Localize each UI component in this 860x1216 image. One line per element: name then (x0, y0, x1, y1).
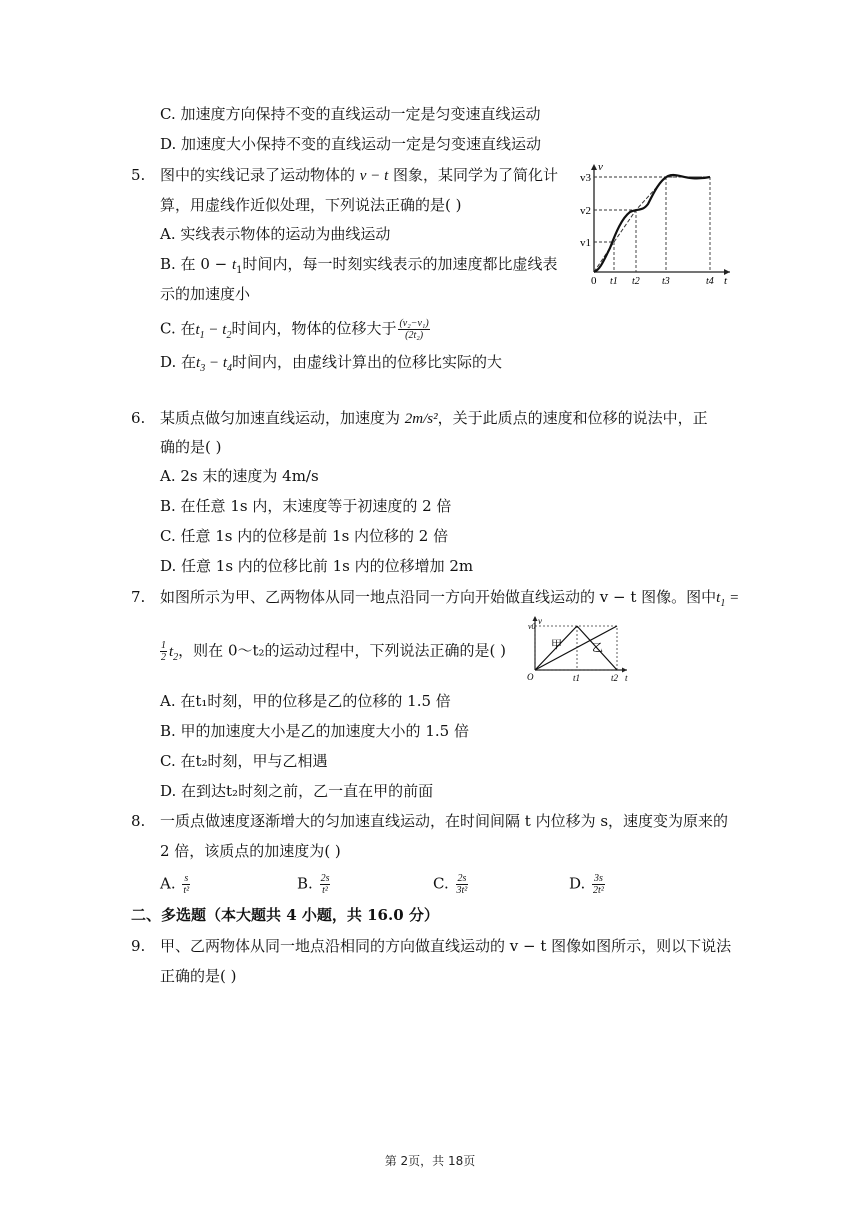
q5-graph-v3-label: v3 (580, 172, 591, 184)
q6-stem-line1: 某质点做匀加速直线运动，加速度为 2m/s²，关于此质点的速度和位移的说法中，正 (160, 409, 708, 427)
q5-option-b-cont: 示的加速度小 (160, 285, 251, 303)
q5-graph-v1-label: v1 (580, 237, 591, 249)
q5-stem-line1: 图中的实线记录了运动物体的 v − t 图象，某同学为了简化计 (160, 166, 559, 184)
q7-option-a: A. 在t₁时刻，甲的位移是乙的位移的 1.5 倍 (160, 692, 451, 710)
q6-stem-line2: 确的是( ) (160, 438, 222, 456)
q5-graph-solid-curve (594, 175, 710, 272)
q8-stem-line2: 2 倍，该质点的加速度为( ) (160, 842, 341, 860)
q4-option-d: D. 加速度大小保持不变的直线运动一定是匀变速直线运动 (160, 135, 542, 153)
q7-graph-line-jia (535, 626, 617, 670)
q5-graph-origin: 0 (591, 275, 597, 287)
q5-graph-v2-label: v2 (580, 205, 591, 217)
q4-option-c: C. 加速度方向保持不变的直线运动一定是匀变速直线运动 (160, 105, 541, 123)
q7-graph-yi-label: 乙 (592, 642, 603, 654)
q7-graph-origin: O (527, 672, 534, 682)
q7-graph-t-label: t (625, 673, 628, 683)
q5-graph-t2-label: t2 (632, 276, 640, 287)
q6-option-c: C. 任意 1s 内的位移是前 1s 内位移的 2 倍 (160, 527, 449, 545)
q5-stem-line2: 算，用虚线作近似处理，下列说法正确的是( ) (160, 196, 462, 214)
q7-option-c: C. 在t₂时刻，甲与乙相遇 (160, 752, 328, 770)
q6-number: 6. (131, 409, 146, 427)
q5-option-c-fraction: $\frac{\text{(v₂−v₁)}}{\text{(2t₂)}}$ (399, 318, 429, 341)
q5-option-b: B. 在 $0 - t_1$时间内，每一时刻实线表示的加速度都比虚线表 (160, 255, 558, 276)
q9-stem-line1: 甲、乙两物体从同一地点沿相同的方向做直线运动的 v − t 图像如图所示，则以下说法 (160, 937, 732, 955)
page-footer: 第 2页，共 18页 (384, 1154, 476, 1168)
q6-option-b: B. 在任意 1s 内，末速度等于初速度的 2 倍 (160, 497, 452, 515)
q5-graph-t-label: t (724, 275, 728, 287)
q6-option-a: A. 2s 末的速度为 4m/s (160, 467, 319, 485)
q8-number: 8. (131, 812, 146, 830)
q5-option-c: C. 在$t_1 - t_2$时间内，物体的位移大于 $\frac{\text{(v₂−v₁)}}{\text{(2t₂)}}$ (160, 318, 429, 341)
q8-stem-line1: 一质点做速度逐渐增大的匀加速直线运动，在时间间隔 t 内位移为 s，速度变为原来的 (160, 812, 729, 830)
q8-option-c: C. $\frac{2s}{\text{3t²}}$ (433, 873, 468, 896)
q7-graph-t2-label: t2 (611, 673, 619, 683)
q5-graph-v-label: v (598, 161, 603, 173)
section-2-title: 二、多选题（本大题共 4 小题，共 16.0 分） (131, 906, 439, 924)
q7-graph-t1-label: t1 (573, 673, 581, 683)
q5-graph-guides (594, 177, 710, 272)
q7-stem-line1: 如图所示为甲、乙两物体从同一地点沿同一方向开始做直线运动的 v − t 图像。图中$t_1$ = (160, 588, 740, 609)
q7-option-d: D. 在到达t₂时刻之前，乙一直在甲的前面 (160, 782, 434, 800)
q7-vt-graph (527, 614, 632, 686)
q5-number: 5. (131, 166, 146, 184)
q5-option-a: A. 实线表示物体的运动为曲线运动 (160, 225, 391, 243)
q5-graph-t4-label: t4 (706, 276, 714, 287)
q5-option-d: D. 在$t_3 - t_4$时间内，由虚线计算出的位移比实际的大 (160, 353, 503, 374)
q8-option-a: A. $\frac{s}{\text{t²}}$ (160, 873, 190, 896)
q5-graph-t1-label: t1 (610, 276, 618, 287)
q7-graph-v-label: v (538, 616, 542, 626)
q7-graph-jia-label: 甲 (551, 639, 562, 651)
q6-option-d: D. 任意 1s 内的位移比前 1s 内的位移增加 2m (160, 557, 474, 575)
q5-vt-graph (574, 160, 734, 290)
q7-option-b: B. 甲的加速度大小是乙的加速度大小的 1.5 倍 (160, 722, 469, 740)
q9-number: 9. (131, 937, 146, 955)
q8-option-d: D. $\frac{3s}{\text{2t²}}$ (569, 873, 604, 896)
q7-number: 7. (131, 588, 146, 606)
q9-stem-line2: 正确的是( ) (160, 967, 237, 985)
q5-graph-dashed-line (594, 177, 710, 272)
q5-graph-t3-label: t3 (662, 276, 670, 287)
q7-stem-line2: $\frac{1}{2}$ $t_2$，则在 0～t₂的运动过程中，下列说法正确的是( ) (161, 640, 506, 663)
q8-option-b: B. $\frac{2s}{\text{t²}}$ (297, 873, 330, 896)
q7-graph-v0-label: v0 (528, 622, 536, 631)
